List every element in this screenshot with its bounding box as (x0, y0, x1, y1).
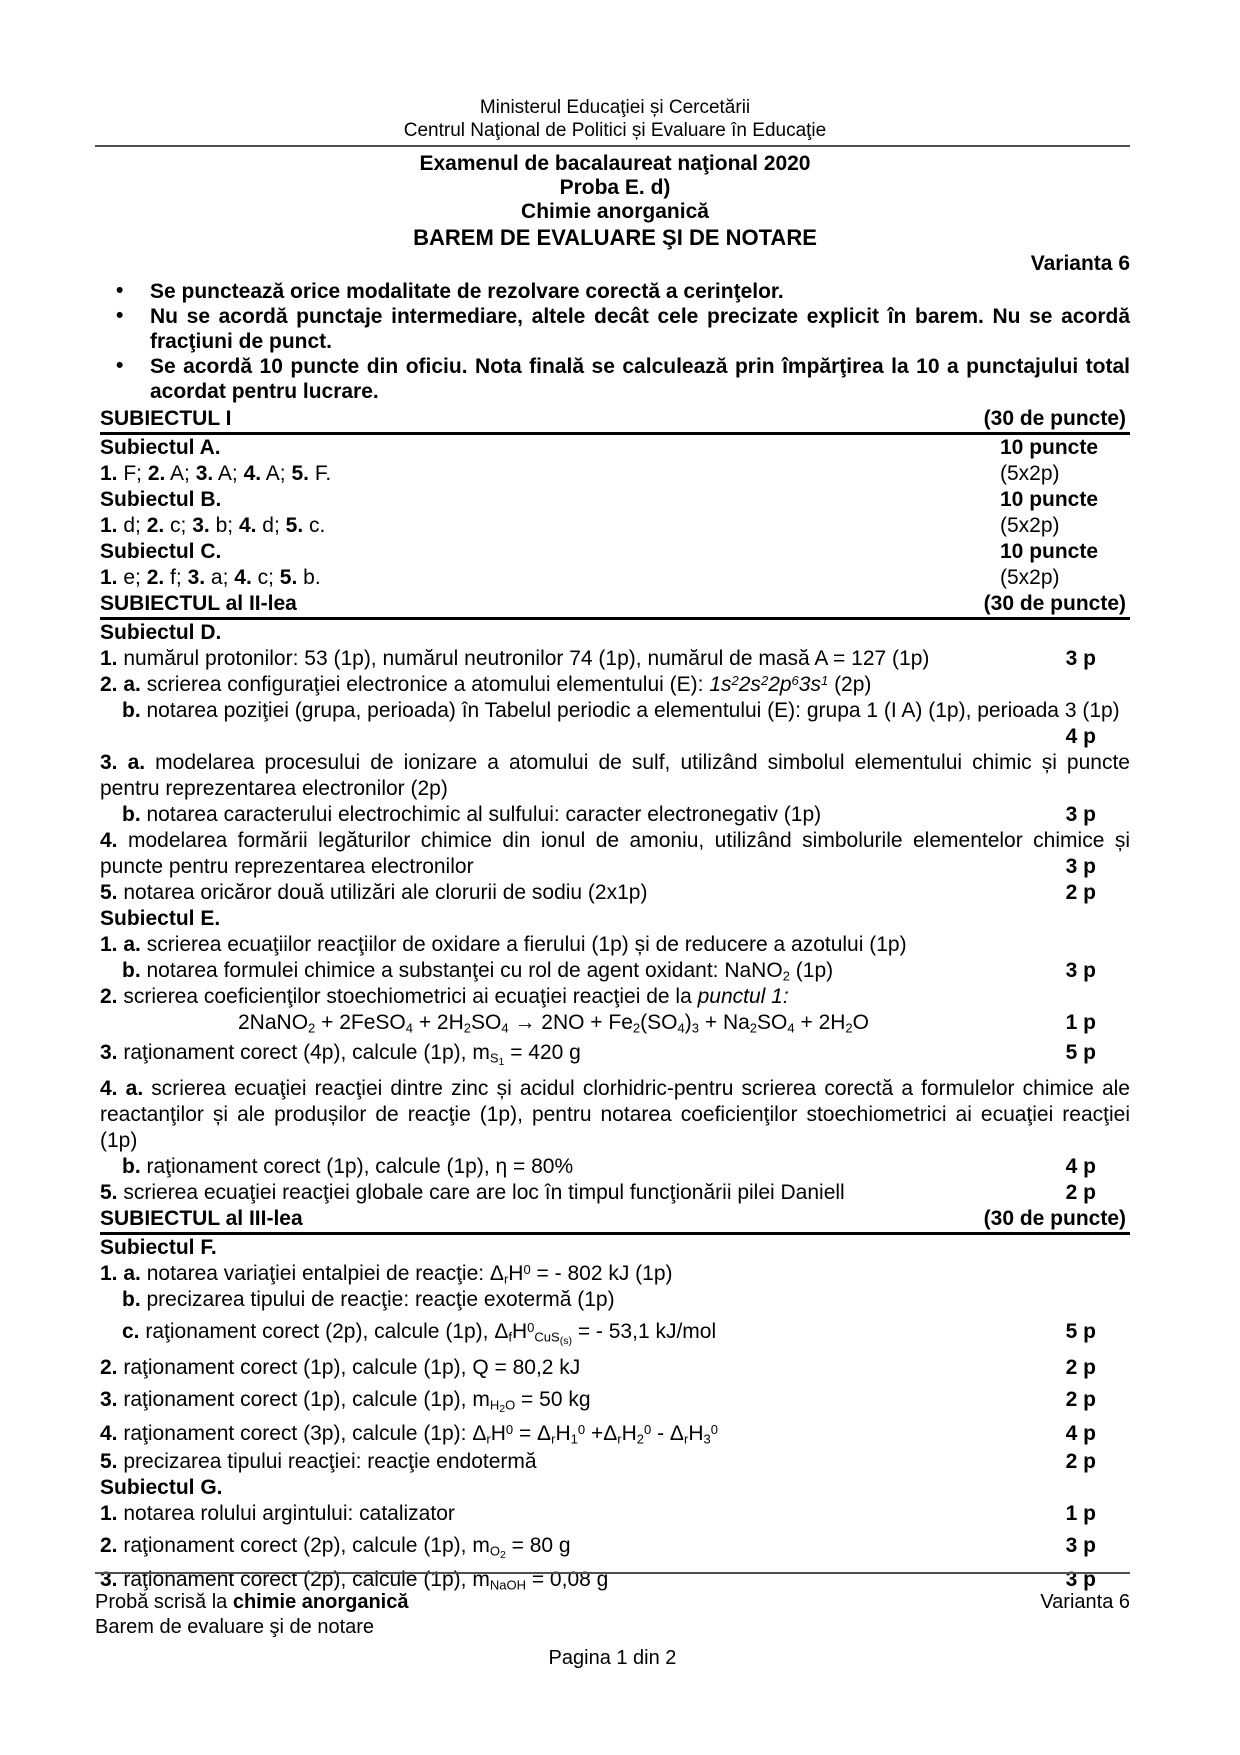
text-segment: 1 (820, 673, 829, 689)
row-text (100, 881, 647, 904)
row-text (100, 751, 1130, 800)
section-header-row (100, 1206, 1130, 1235)
text-segment: 1 (570, 1431, 578, 1447)
row-text (100, 1262, 673, 1285)
text-segment: 1. a. (100, 1262, 141, 1285)
barem-item-row (100, 1040, 1130, 1066)
text-segment: 2 (845, 1020, 853, 1036)
text-segment: (2p) (828, 673, 872, 696)
page-number: Pagina 1 din 2 (548, 1647, 677, 1669)
proba-line: Proba E. d) (559, 176, 671, 199)
text-segment: 2 (782, 968, 790, 984)
footer-varianta: Varianta 6 (1040, 1591, 1130, 1613)
points-label: (5x2p) (1000, 462, 1060, 485)
text-segment: + 2H (413, 1011, 464, 1034)
text-segment: H (489, 1397, 500, 1413)
barem-item-row (100, 1501, 1130, 1527)
barem-item-row (100, 932, 1130, 958)
points-label: (30 de puncte) (983, 1207, 1126, 1230)
text-segment: 2 (499, 1548, 506, 1561)
text-segment: 0 (710, 1422, 718, 1438)
row-text (100, 436, 221, 459)
barem-item-row (100, 1287, 1130, 1313)
text-segment: b. (122, 1155, 141, 1178)
text-segment: raţionament corect (2p), calcule (1p), m (117, 1534, 490, 1557)
text-segment: H (621, 1422, 637, 1445)
text-segment: raţionament corect (1p), calcule (1p), η = 80% (140, 1155, 574, 1178)
text-segment: notarea poziţiei (grupa, perioada) în Tabelul periodic a elementului (E): grupa 1 (I A) (1p), perioada 3 (1p) (140, 699, 1120, 722)
text-segment: scrierea ecuaţiei reacţiei globale care are loc în timpul funcţionării pilei Daniell (117, 1181, 845, 1204)
text-segment: 3. (100, 1041, 118, 1064)
text-segment: c; (251, 566, 280, 589)
text-segment: 5. (291, 462, 309, 485)
points-label: (5x2p) (1000, 514, 1060, 537)
points-label: 10 puncte (1000, 436, 1099, 459)
footer-subject: chimie anorganică (232, 1591, 409, 1613)
text-segment: 2. (147, 462, 166, 485)
barem-item-row (100, 672, 1130, 698)
row-text (122, 1320, 717, 1347)
text-segment: 2 (632, 1020, 641, 1036)
text-segment: (SO (640, 1011, 678, 1034)
text-segment: 3. (100, 1568, 118, 1591)
points-value: 3 p (1065, 803, 1096, 826)
points-label: (30 de puncte) (983, 407, 1126, 430)
points-value: 4 p (1065, 1422, 1096, 1445)
bullet-item (100, 279, 1130, 304)
barem-item-row (100, 984, 1130, 1010)
text-segment: 2. (100, 985, 118, 1008)
text-segment: SO (757, 1011, 788, 1034)
points-value: 2 p (1065, 1450, 1096, 1473)
text-segment: b. (122, 803, 141, 826)
points-value: 5 p (1065, 1320, 1096, 1343)
text-segment: b. (297, 566, 321, 589)
text-segment: = - 802 kJ (1p) (530, 1262, 673, 1285)
text-segment: SUBIECTUL al II-lea (100, 592, 297, 615)
subsection-row (100, 620, 1130, 646)
text-segment: e; (117, 566, 147, 589)
text-segment: SO (471, 1011, 502, 1034)
text-segment: numărul protonilor: 53 (1p), numărul neutronilor 74 (1p), numărul de masă A = 127 (1p) (117, 647, 930, 670)
bullet-text: Se acordă 10 puncte din oficiu. Nota finală se calculează prin împărţirea la 10 a punctajului total acordat pentru lucrare. (150, 355, 1130, 403)
text-segment: 4. (234, 566, 252, 589)
text-segment: 1 (498, 1055, 505, 1068)
section-header-row (100, 406, 1130, 435)
ministry-line-1: Ministerul Educaţiei și Cercetării (479, 97, 751, 118)
text-segment: NaOH (489, 1577, 526, 1593)
text-segment: 0 (577, 1422, 586, 1438)
text-segment: 4 p (1065, 725, 1096, 748)
text-segment: A; (261, 462, 292, 485)
subsection-row (100, 539, 1130, 565)
row-text (100, 462, 331, 485)
row-text (100, 1207, 303, 1230)
text-segment: 4 (677, 1020, 685, 1036)
text-segment: 2NaNO (238, 1011, 309, 1034)
text-segment: modelarea procesului de ionizare a atomului de sulf, utilizând simbolul elementului chimic și puncte pentru reprezentarea electronilor (2p) (100, 751, 1130, 800)
text-segment: 2 (463, 1020, 472, 1036)
text-segment: 3. (192, 514, 210, 537)
text-segment: precizarea tipului de reacţie: reacţie exotermă (1p) (140, 1288, 615, 1311)
text-segment: r (503, 1271, 509, 1287)
subsection-row (100, 1475, 1130, 1501)
text-segment: 0 (523, 1262, 531, 1278)
barem-item-row (100, 880, 1130, 906)
text-segment: +Δ (585, 1422, 618, 1445)
text-segment: 2. a. (100, 673, 141, 696)
row-text (100, 1181, 845, 1204)
bullet-item (100, 304, 1130, 354)
text-segment: c; (164, 514, 193, 537)
text-segment: H (490, 1422, 506, 1445)
barem-item-row (100, 1154, 1130, 1180)
text-segment: SUBIECTUL al III-lea (100, 1207, 303, 1230)
equation-row (100, 1010, 1130, 1036)
text-segment: 2p (768, 673, 792, 696)
text-segment: b; (209, 514, 239, 537)
points-value: 1 p (1065, 1502, 1096, 1525)
row-text (100, 1077, 1130, 1152)
text-segment: = Δ (513, 1422, 552, 1445)
answers-row (100, 461, 1130, 487)
row-text (1066, 725, 1096, 748)
text-segment: 0 (644, 1422, 652, 1438)
text-segment: 4. (243, 462, 262, 485)
text-segment: 2 (308, 1020, 316, 1036)
varianta-label: Varianta 6 (1030, 252, 1130, 275)
text-segment: 4 (787, 1020, 795, 1036)
barem-item-row (100, 1076, 1130, 1154)
text-segment: Subiectul B. (100, 488, 222, 511)
text-segment: = 0,08 g (526, 1568, 609, 1591)
text-segment: notarea variaţiei entalpiei de reacţie: Δ (140, 1262, 504, 1285)
text-segment: (1p) (789, 959, 834, 982)
text-segment: c. (122, 1320, 140, 1343)
row-text (100, 540, 221, 563)
text-segment: 1. (100, 462, 118, 485)
text-segment: ) (684, 1011, 692, 1034)
bullet-icon: • (116, 354, 124, 377)
points-label: 10 puncte (1000, 488, 1099, 511)
row-text (238, 1011, 869, 1034)
text-segment: 2. (146, 514, 165, 537)
ministry-line-2: Centrul Naţional de Politici și Evaluare în Educaţie (403, 120, 827, 141)
text-segment: 3. (100, 1388, 118, 1411)
section-header-row (100, 591, 1130, 620)
text-segment: 3. (195, 462, 214, 485)
text-segment: = 420 g (504, 1041, 581, 1064)
barem-item-row (100, 1355, 1130, 1381)
bullet-list (100, 279, 1130, 404)
text-segment: raţionament corect (4p), calcule (1p), m (117, 1041, 490, 1064)
row-text (100, 566, 321, 589)
text-segment: 5. (100, 881, 118, 904)
answers-row (100, 565, 1130, 591)
footer (95, 1572, 1130, 1671)
barem-item-row (100, 1261, 1130, 1287)
row-text (100, 1422, 718, 1445)
text-segment: H (688, 1422, 704, 1445)
text-segment: scrierea ecuaţiilor reacţiilor de oxidare a fierului (1p) și de reducere a azotului (1p) (140, 933, 907, 956)
points-label: (5x2p) (1000, 566, 1060, 589)
bullet-text: Nu se acordă punctaje intermediare, altele decât cele precizate explicit în barem. Nu se acordă fracţiuni de punct. (150, 305, 1130, 353)
text-segment: 4. (238, 514, 257, 537)
header-rule (95, 145, 1130, 147)
text-segment: 5. (285, 514, 304, 537)
row-text (100, 985, 789, 1008)
text-segment: H (508, 1262, 524, 1285)
row-text (100, 1388, 591, 1415)
text-segment: 1. (100, 1502, 118, 1525)
text-segment: notarea oricăror două utilizări ale clorurii de sodiu (2x1p) (117, 881, 648, 904)
text-segment: Subiectul C. (100, 540, 222, 563)
text-segment: b. (122, 1288, 141, 1311)
points-value: 3 p (1065, 1568, 1096, 1591)
row-text (122, 1155, 573, 1178)
answers-row (100, 513, 1130, 539)
footer-line-1 (95, 1590, 1130, 1615)
barem-item-row (100, 802, 1130, 828)
subject-line: Chimie anorganică (521, 200, 709, 223)
points-value: 1 p (1065, 1011, 1096, 1034)
row-text (100, 407, 231, 430)
text-segment: SUBIECTUL I (100, 407, 232, 430)
text-segment: H (511, 1320, 528, 1343)
barem-item-row (100, 1421, 1130, 1447)
text-segment: 2 (760, 673, 769, 689)
barem-item-row (100, 646, 1130, 672)
points-value: 5 p (1065, 1041, 1096, 1064)
text-segment: 1. a. (100, 933, 141, 956)
document-rows (100, 406, 1130, 1593)
text-segment: raţionament corect (2p), calcule (1p), m (117, 1568, 490, 1591)
bullet-icon: • (116, 304, 124, 327)
text-segment: (s) (559, 1334, 572, 1347)
text-segment: Subiectul D. (100, 621, 222, 644)
text-segment: 2. (100, 1534, 118, 1557)
text-segment: O (489, 1543, 500, 1559)
text-segment: Subiectul A. (100, 436, 221, 459)
text-segment: scrierea configuraţiei electronice a atomului elementului (E): (140, 673, 710, 696)
text-segment: F. (309, 462, 332, 485)
text-segment: d; (256, 514, 286, 537)
footer-barem-line: Barem de evaluare şi de notare (95, 1616, 375, 1638)
text-segment: 4. (100, 1422, 118, 1445)
text-segment: scrierea ecuaţiei reacţiei dintre zinc și acidul clorhidric-pentru scrierea corectă a formulelor chimice ale reactanţilor și ale produșilor de reacţie (1p), pentru notarea coeficienţilor stoechiometrici ai ecuaţiei reacţiei (1p) (100, 1077, 1130, 1152)
text-segment: punctul 1: (697, 985, 789, 1008)
text-segment: = 80 g (505, 1534, 571, 1557)
points-value: 3 p (1065, 1534, 1096, 1557)
text-segment: Subiectul F. (100, 1236, 217, 1259)
row-text (122, 699, 1120, 722)
points-value: 3 p (1065, 959, 1096, 982)
text-segment: r (683, 1431, 689, 1447)
row-text (100, 621, 221, 644)
text-segment: precizarea tipului reacţiei: reacţie endotermă (117, 1450, 537, 1473)
row-text (100, 1236, 217, 1259)
row-text (100, 673, 871, 696)
text-segment: 2. (146, 566, 165, 589)
row-text (122, 803, 821, 826)
row-text (122, 1288, 615, 1311)
text-segment: 6 (791, 673, 799, 689)
exam-title: Examenul de bacalaureat naţional 2020 (419, 152, 811, 175)
subsection-row (100, 487, 1130, 513)
text-segment: 0 (505, 1422, 514, 1438)
row-text (100, 647, 929, 670)
barem-item-row (100, 1449, 1130, 1475)
points-label: 10 puncte (1000, 540, 1099, 563)
row-text (100, 1476, 223, 1499)
text-segment: S (489, 1050, 499, 1066)
text-segment: a; (205, 566, 235, 589)
text-segment: → 2NO + Fe (508, 1011, 633, 1034)
text-segment: 5. (100, 1181, 118, 1204)
text-segment: notarea formulei chimice a substanţei cu rol de agent oxidant: NaNO (140, 959, 783, 982)
text-segment: 4. a. (100, 1077, 144, 1100)
barem-item-row (100, 750, 1130, 802)
text-segment: F; (117, 462, 148, 485)
text-segment: A; (213, 462, 244, 485)
row-text (100, 1041, 581, 1068)
text-segment: O (505, 1397, 516, 1413)
text-segment: r (617, 1431, 622, 1447)
points-row (100, 724, 1130, 750)
text-segment: d; (117, 514, 147, 537)
text-segment: 2. (100, 1356, 118, 1379)
text-segment: notarea caracterului electrochimic al sulfului: caracter electronegativ (1p) (140, 803, 822, 826)
text-segment: 2 (636, 1431, 645, 1447)
text-segment: - Δ (651, 1422, 684, 1445)
text-segment: modelarea formării legăturilor chimice din ionul de amoniu, utilizând simbolurile elementelor chimice și puncte pentru reprezentarea electronilor (100, 829, 1130, 878)
row-text (100, 592, 297, 615)
text-segment: 3. a. (100, 751, 146, 774)
text-segment: 1. (100, 566, 118, 589)
text-segment: scrierea coeficienţilor stoechiometrici ai ecuaţiei reacţiei de la (117, 985, 698, 1008)
text-segment: 1. (100, 647, 118, 670)
barem-title: BAREM DE EVALUARE ŞI DE NOTARE (413, 225, 817, 250)
points-value: 2 p (1065, 1356, 1096, 1379)
text-segment: 3s (798, 673, 821, 696)
text-segment: O (852, 1011, 870, 1034)
row-text (100, 1502, 455, 1525)
points-value: 4 p (1065, 1155, 1096, 1178)
text-segment: = - 53,1 kJ/mol (571, 1320, 717, 1343)
text-segment: 4. (100, 829, 118, 852)
bullet-icon: • (116, 279, 124, 302)
text-segment: f; (164, 566, 188, 589)
text-segment: 4 (501, 1020, 509, 1036)
barem-item-row (100, 828, 1130, 880)
text-segment: 2 (731, 673, 739, 689)
subsection-row (100, 906, 1130, 932)
text-segment: = 50 kg (515, 1388, 591, 1411)
text-segment: 3. (187, 566, 206, 589)
points-value: 3 p (1065, 647, 1096, 670)
text-segment: notarea rolului argintului: catalizator (117, 1502, 455, 1525)
barem-item-row (100, 1533, 1130, 1559)
row-text (100, 1534, 571, 1561)
row-text (100, 1356, 580, 1379)
text-segment: 2 (749, 1020, 758, 1036)
row-text (100, 907, 220, 930)
text-segment: raţionament corect (3p), calcule (1p): Δ (117, 1422, 487, 1445)
text-segment: 0 (527, 1320, 535, 1336)
text-segment: Subiectul G. (100, 1476, 223, 1499)
points-value: 2 p (1065, 1388, 1096, 1411)
barem-item-row (100, 1387, 1130, 1413)
text-segment: + 2FeSO (315, 1011, 406, 1034)
barem-item-row (100, 1319, 1130, 1345)
subsection-row (100, 1235, 1130, 1261)
barem-item-row (100, 1180, 1130, 1206)
text-segment: b. (122, 699, 141, 722)
barem-item-row (100, 698, 1130, 724)
text-segment: raţionament corect (1p), calcule (1p), Q = 80,2 kJ (117, 1356, 581, 1379)
footer-proba-line: Probă scrisă la chimie anorganică (95, 1591, 409, 1613)
bullet-text: Se punctează orice modalitate de rezolvare corectă a cerinţelor. (150, 280, 784, 303)
text-segment: raţionament corect (2p), calcule (1p), Δ (139, 1320, 509, 1343)
row-text (100, 514, 325, 537)
text-segment: raţionament corect (1p), calcule (1p), m (117, 1388, 490, 1411)
row-text (122, 959, 833, 982)
text-segment: 5. (100, 1450, 118, 1473)
text-segment: b. (122, 959, 141, 982)
document-content (100, 96, 1130, 1593)
text-segment: Subiectul E. (100, 907, 221, 930)
text-segment: r (551, 1431, 556, 1447)
text-segment: 3 (691, 1020, 700, 1036)
barem-item-row (100, 958, 1130, 984)
text-segment: 5. (279, 566, 298, 589)
text-segment: + 2H (794, 1011, 846, 1034)
text-segment: c. (303, 514, 326, 537)
subsection-row (100, 435, 1130, 461)
points-value: 2 p (1065, 1181, 1096, 1204)
text-segment: f (508, 1329, 512, 1345)
text-segment: + Na (699, 1011, 750, 1034)
text-segment: H (555, 1422, 571, 1445)
bullet-item (100, 354, 1130, 404)
text-segment: r (486, 1431, 491, 1447)
points-value: 2 p (1065, 881, 1096, 904)
row-text (100, 829, 1130, 878)
row-text (100, 1450, 537, 1473)
text-segment: CuS (534, 1329, 560, 1345)
text-segment: 2s (738, 673, 761, 696)
text-segment: 2 (499, 1402, 506, 1415)
text-segment: 1. (100, 514, 118, 537)
text-segment: 4 (405, 1020, 413, 1036)
row-text (100, 488, 221, 511)
points-label: (30 de puncte) (983, 592, 1126, 615)
text-segment: A; (165, 462, 196, 485)
points-value: 3 p (1065, 855, 1096, 878)
text-segment: 1s (709, 673, 732, 696)
text-segment: 3 (703, 1431, 711, 1447)
row-text (100, 933, 907, 956)
